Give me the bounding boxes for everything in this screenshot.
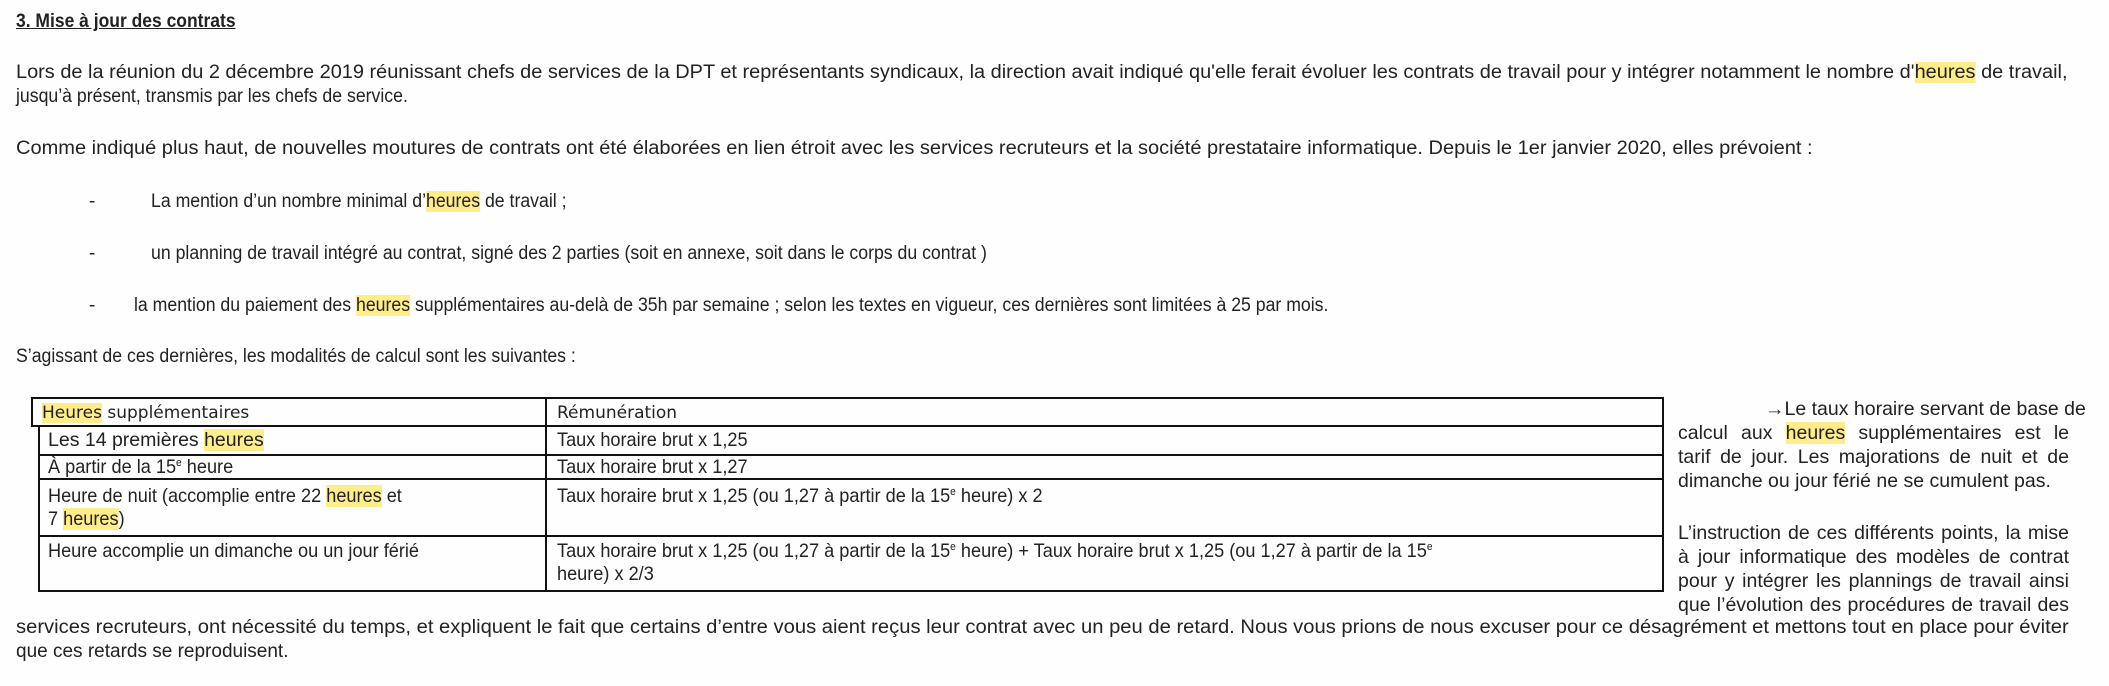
cell-text-end: heure) x 2 <box>955 485 1043 507</box>
header-text: supplémentaires <box>101 403 250 423</box>
cell-text: Heure de nuit (accomplie entre 22 <box>48 485 327 507</box>
paragraph-1-line-1 <box>16 61 2067 85</box>
bullet-1-text-end: de travail ; <box>480 191 567 212</box>
table-row-4-pay <box>557 540 1433 586</box>
bullet-3-text-end: supplémentaires au-delà de 35h par semaine ; selon les textes en vigueur, ces dernières sont limitées à 25 par mois. <box>410 295 1329 316</box>
highlight-heures: heures <box>426 191 481 212</box>
bullet-marker: - <box>89 295 96 316</box>
bullet-marker: - <box>89 243 96 264</box>
side-note-line <box>1678 421 2069 445</box>
side-note-line <box>1678 397 2086 421</box>
bullet-3-text: la mention du paiement des <box>134 295 357 316</box>
highlight-heures: heures <box>63 508 119 530</box>
side-para-line: à jour informatique des modèles de contrat <box>1678 546 2069 568</box>
superscript: e <box>950 486 956 498</box>
section-title: 3. Mise à jour des contrats <box>16 11 236 32</box>
closing-line-2: que ces retards se reproduisent. <box>16 641 289 662</box>
cell-text: heure) + Taux horaire brut x 1,25 (ou 1,27 à partir de la 15 <box>955 540 1427 562</box>
table-row-3-hours <box>48 485 402 531</box>
cell-text-end: ) <box>118 508 125 530</box>
table-row-4-hours: Heure accomplie un dimanche ou un jour férié <box>48 540 419 562</box>
closing-line-1: services recruteurs, ont nécessité du temps, et expliquent le fait que certains d’entre vous aient reçus leur contrat avec un peu de retard. Nous vous prions de nous excuser pour ce désagrément et mettons tout en place pour éviter <box>16 617 2069 638</box>
table-row-2-pay: Taux horaire brut x 1,27 <box>557 456 748 478</box>
table-header-overtime <box>42 401 249 425</box>
paragraph-1-text: Lors de la réunion du 2 décembre 2019 réunissant chefs de services de la DPT et représentants syndicaux, la direction avait indiqué qu'elle ferait évoluer les contrats de travail pour y intégrer notamment le nombre d' <box>16 62 1915 83</box>
highlight-heures: Heures <box>42 403 102 423</box>
column-divider <box>545 397 547 592</box>
side-note-line: dimanche ou jour férié ne se cumulent pas. <box>1678 470 2051 492</box>
side-note <box>1678 397 2086 617</box>
highlight-heures: heures <box>1785 422 1846 444</box>
table-row-2-hours <box>48 456 233 479</box>
highlight-heures: heures <box>204 429 264 451</box>
table-header-row <box>31 397 1664 427</box>
side-para-line: pour y intégrer les plannings de travail ainsi <box>1678 570 2069 592</box>
highlight-heures: heures <box>356 295 411 316</box>
side-note-line: tarif de jour. Les majorations de nuit et de <box>1678 446 2069 468</box>
table-intro: S’agissant de ces dernières, les modalités de calcul sont les suivantes : <box>16 346 576 367</box>
paragraph-1-text-end: de travail, <box>1975 62 2068 83</box>
superscript: e <box>176 457 182 469</box>
row-divider <box>38 478 1664 480</box>
superscript: e <box>1426 541 1433 553</box>
paragraph-1-line-2: jusqu’à présent, transmis par les chefs de service. <box>16 86 408 107</box>
side-text: supplémentaires est le <box>1845 422 2069 444</box>
superscript: e <box>950 541 956 553</box>
highlight-heures: heures <box>326 485 382 507</box>
bullet-1-text: La mention d’un nombre minimal d’ <box>151 191 427 212</box>
cell-text: Taux horaire brut x 1,25 (ou 1,27 à partir de la 15 <box>557 540 951 562</box>
arrow-right-icon: → <box>1765 398 1785 420</box>
table-row-1-hours <box>48 429 264 452</box>
row-divider <box>38 535 1664 537</box>
table-row-3-pay <box>557 485 1043 508</box>
side-para-line: que l’évolution des procédures de travail des <box>1678 594 2069 616</box>
cell-text: heure) x 2/3 <box>557 563 654 585</box>
table-row-1-pay: Taux horaire brut x 1,25 <box>557 429 748 451</box>
side-text: calcul aux <box>1678 422 1786 444</box>
bullet-item-2: un planning de travail intégré au contrat, signé des 2 parties (soit en annexe, soit dans le corps du contrat ) <box>151 243 987 264</box>
cell-text: À partir de la 15 <box>48 456 177 478</box>
bullet-marker: - <box>89 191 96 212</box>
side-text: Le taux horaire servant de base de <box>1784 398 2086 420</box>
cell-text-end: et <box>381 485 402 507</box>
side-para-line: L’instruction de ces différents points, la mise <box>1678 522 2069 544</box>
bullet-item-3 <box>134 294 1328 318</box>
table-header-remuneration: Rémunération <box>557 403 678 423</box>
row-divider <box>38 454 1664 456</box>
cell-text: 7 <box>48 508 64 530</box>
cell-text-end: heure <box>181 456 234 478</box>
highlight-heures: heures <box>1914 62 1976 83</box>
paragraph-2: Comme indiqué plus haut, de nouvelles moutures de contrats ont été élaborées en lien étroit avec les services recruteurs et la société prestataire informatique. Depuis le 1er janvier 2020, elles prévoient : <box>16 138 1813 159</box>
bullet-item-1 <box>151 190 566 214</box>
cell-text: Taux horaire brut x 1,25 (ou 1,27 à partir de la 15 <box>557 485 951 507</box>
cell-text: Les 14 premières <box>48 429 205 451</box>
